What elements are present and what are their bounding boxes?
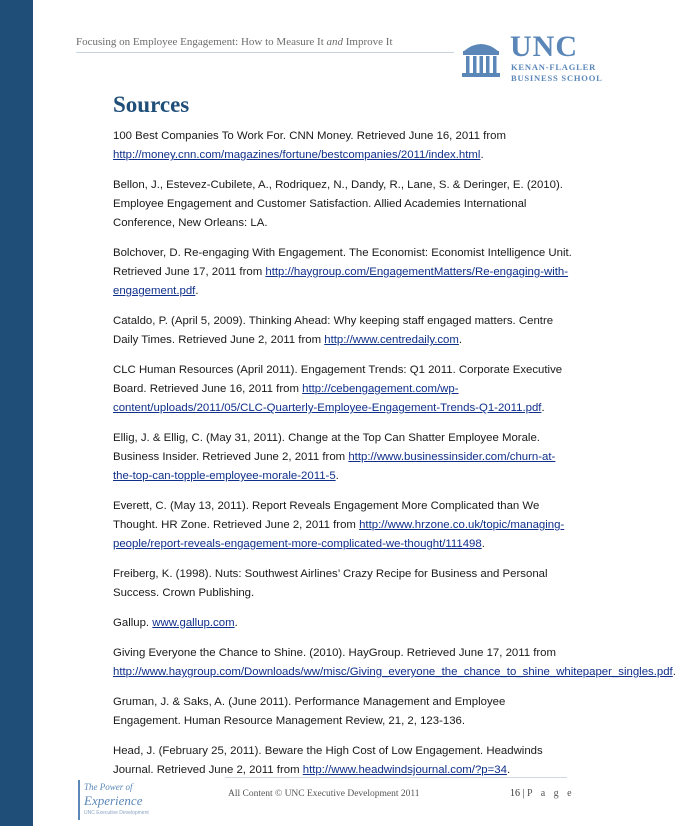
- source-link[interactable]: http://www.businessinsider.com/churn-at-the-top-can-topple-employee-morale-2011-5: [113, 451, 556, 482]
- power-of-experience-logo: [78, 780, 150, 820]
- source-entry-suffix: .: [234, 617, 238, 629]
- source-entry: [113, 614, 573, 633]
- logo-line-2: BUSINESS SCHOOL: [511, 73, 603, 83]
- footer-logo-line-2: Experience: [84, 793, 143, 808]
- source-link[interactable]: http://cebengagement.com/wp-content/uploads/2011/05/CLC-Quarterly-Employee-Engagement-Trends-Q1-2011.pdf: [113, 383, 542, 414]
- running-header-part2: Improve It: [343, 36, 393, 48]
- source-entry-text: Bellon, J., Estevez-Cubilete, A., Rodriquez, N., Dandy, R., Lane, S. & Deringer, E. (2010). Employee Engagement and Customer Satisfaction. Allied Academies International Conference, New Orleans: LA.: [113, 179, 563, 229]
- source-entry-text: Bolchover, D. Re-engaging With Engagement. The Economist: Economist Intelligence Unit. Retrieved June 17, 2011 from: [113, 247, 572, 278]
- logo-line-1: KENAN-FLAGLER: [511, 62, 597, 72]
- running-header-and: and: [326, 36, 344, 48]
- source-entry: [113, 497, 573, 554]
- source-entry: [113, 565, 573, 603]
- page-number-separator: |: [522, 788, 525, 799]
- source-entry-suffix: .: [481, 538, 485, 550]
- header-divider: [76, 52, 454, 53]
- source-entry: [113, 244, 573, 301]
- running-header: [76, 36, 393, 48]
- source-link[interactable]: www.gallup.com: [152, 617, 235, 629]
- unc-kenan-flagler-logo: [460, 32, 630, 84]
- sources-list: [113, 127, 676, 791]
- source-entry-suffix: .: [458, 334, 463, 346]
- source-entry: [113, 361, 573, 418]
- source-link[interactable]: http://www.haygroup.com/Downloads/ww/misc/Giving_everyone_the_chance_to_shine_whitepaper_singles.pdf: [113, 666, 673, 678]
- source-entry-suffix: .: [541, 402, 545, 414]
- source-entry: [113, 644, 676, 682]
- source-entry-text: Everett, C. (May 13, 2011). Report Reveals Engagement More Complicated than We Thought. HR Zone. Retrieved June 2, 2011 from: [113, 500, 540, 531]
- source-entry-text: Ellig, J. & Ellig, C. (May 31, 2011). Change at the Top Can Shatter Employee Morale. Business Insider. Retrieved June 2, 2011 from: [113, 432, 540, 463]
- source-entry-suffix: .: [506, 764, 511, 776]
- source-entry-text: Cataldo, P. (April 5, 2009). Thinking Ahead: Why keeping staff engaged matters. Centre Daily Times. Retrieved June 2, 2011 from: [113, 315, 554, 346]
- page-title: Sources: [113, 92, 190, 117]
- source-entry-text: Gruman, J. & Saks, A. (June 2011). Performance Management and Employee Engagement. Human Resource Management Review, 21, 2, 123-136.: [113, 696, 506, 727]
- source-link[interactable]: http://money.cnn.com/magazines/fortune/bestcompanies/2011/index.html: [113, 149, 481, 161]
- logo-unc-text: UNC: [510, 30, 578, 63]
- source-entry: [113, 176, 573, 233]
- footer-copyright: All Content © UNC Executive Development 2011: [228, 789, 420, 799]
- source-entry-suffix: .: [335, 470, 339, 482]
- source-link[interactable]: http://www.centredaily.com: [324, 334, 459, 346]
- source-link[interactable]: http://www.headwindsjournal.com/?p=34: [302, 764, 507, 776]
- footer-divider: [225, 777, 567, 778]
- source-entry: [113, 693, 573, 731]
- source-entry-text: Head, J. (February 25, 2011). Beware the High Cost of Low Engagement. Headwinds Journal. Retrieved June 2, 2011 from: [113, 745, 543, 776]
- page-label: P a g e: [527, 788, 575, 799]
- source-entry: [113, 312, 573, 350]
- source-entry-suffix: .: [672, 666, 676, 678]
- footer-logo-line-3: UNC Executive Development: [84, 810, 149, 816]
- source-entry-text: CLC Human Resources (April 2011). Engagement Trends: Q1 2011. Corporate Executive Board. Retrieved June 16, 2011 from: [113, 364, 563, 395]
- left-margin-bar: [0, 0, 33, 826]
- source-entry-text: 100 Best Companies To Work For. CNN Money. Retrieved June 16, 2011 from: [113, 130, 506, 142]
- source-entry-text: Giving Everyone the Chance to Shine. (2010). HayGroup. Retrieved June 17, 2011 from: [113, 647, 557, 659]
- source-entry-text: Freiberg, K. (1998). Nuts: Southwest Airlines’ Crazy Recipe for Business and Personal Success. Crown Publishing.: [113, 568, 548, 599]
- source-entry-text: Gallup.: [113, 617, 153, 629]
- source-link[interactable]: http://www.hrzone.co.uk/topic/managing-people/report-reveals-engagement-more-complicated-we-thought/111498: [113, 519, 565, 550]
- source-entry-suffix: .: [195, 285, 199, 297]
- source-link[interactable]: http://haygroup.com/EngagementMatters/Re-engaging-with-engagement.pdf: [113, 266, 569, 297]
- page-number-value: 16: [510, 788, 520, 799]
- source-entry-suffix: .: [480, 149, 484, 161]
- footer-logo-line-1: The Power of: [84, 782, 133, 792]
- running-header-part1: Focusing on Employee Engagement: How to Measure It: [76, 36, 327, 48]
- source-entry: [113, 742, 573, 780]
- source-entry: [113, 429, 573, 486]
- source-entry: [113, 127, 573, 165]
- old-well-icon: [460, 35, 502, 79]
- page-number: [510, 788, 575, 799]
